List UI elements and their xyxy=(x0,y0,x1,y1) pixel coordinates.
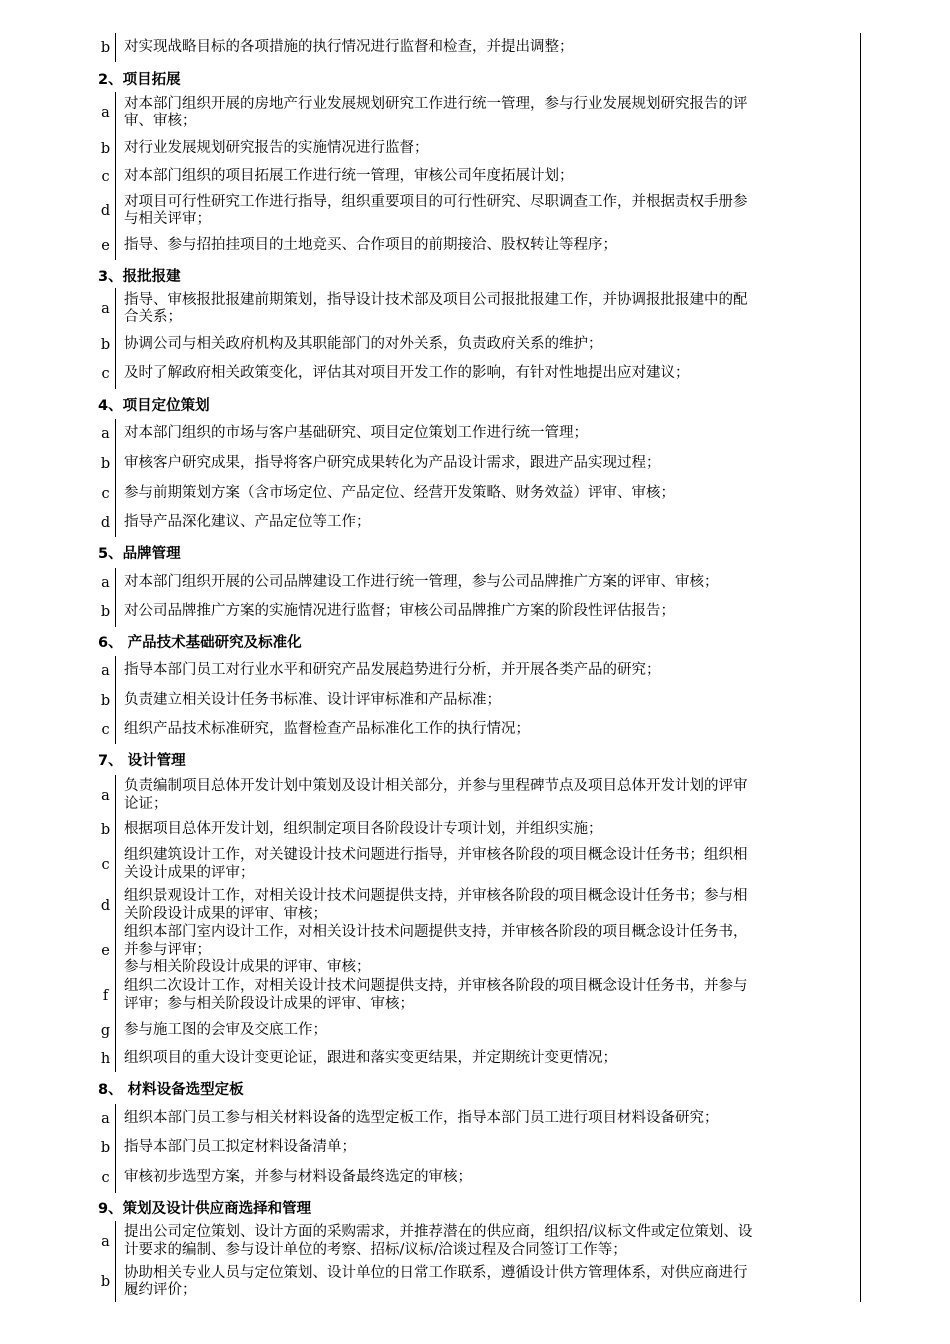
item-text-line: 指导、审核报批报建前期策划，指导设计技术部及项目公司报批报建工作，并协调报批报建中的配 xyxy=(124,291,748,308)
item-text-line: 协助相关专业人员与定位策划、设计单位的日常工作联系，遵循设计供方管理体系，对供应商进行 xyxy=(124,1264,748,1281)
duty-item xyxy=(96,816,860,844)
item-text-line: 履约评价； xyxy=(124,1282,197,1298)
item-text xyxy=(116,775,860,816)
item-text-line: 对实现战略目标的各项措施的执行情况进行监督和检查，并提出调整； xyxy=(124,38,574,55)
item-label: b xyxy=(96,1133,116,1163)
duty-item xyxy=(96,231,860,260)
item-text-line: 指导本部门员工拟定材料设备清单； xyxy=(124,1139,356,1156)
item-text xyxy=(116,92,860,134)
item-text-line: 关阶段设计成果的评审、审核； xyxy=(124,905,327,922)
item-text-line: 参与施工图的会审及交底工作； xyxy=(124,1021,327,1038)
item-label: d xyxy=(96,509,116,537)
item-text-line: 与相关评审； xyxy=(124,211,211,227)
duty-item xyxy=(96,568,860,597)
item-text xyxy=(116,419,860,449)
item-label: b xyxy=(96,597,116,627)
item-label: b xyxy=(96,134,116,163)
duty-item xyxy=(96,163,860,191)
item-text xyxy=(116,1133,860,1163)
section-heading: 9、策划及设计供应商选择和管理 xyxy=(98,1200,312,1217)
item-label: f xyxy=(96,975,116,1016)
item-text-line: 组织项目的重大设计变更论证，跟进和落实变更结果，并定期统计变更情况； xyxy=(124,1049,617,1066)
item-text xyxy=(116,816,860,844)
item-text xyxy=(116,1045,860,1072)
item-text-line: 组织景观设计工作，对相关设计技术问题提供支持，并审核各阶段的项目概念设计任务书；参与相 xyxy=(124,888,748,904)
item-label: b xyxy=(96,1262,116,1302)
item-text-line: 负责建立相关设计任务书标准、设计评审标准和产品标准； xyxy=(124,691,501,708)
item-text-line: 及时了解政府相关政策变化，评估其对项目开发工作的影响，有针对性地提出应对建议； xyxy=(124,365,690,382)
item-text xyxy=(116,975,860,1016)
item-text xyxy=(116,844,860,885)
item-label: b xyxy=(96,330,116,359)
item-text xyxy=(116,509,860,537)
item-label: c xyxy=(96,715,116,744)
item-text-line: 指导本部门员工对行业水平和研究产品发展趋势进行分析，并开展各类产品的研究； xyxy=(124,662,661,679)
item-text-line: 审核客户研究成果，指导将客户研究成果转化为产品设计需求，跟进产品实现过程； xyxy=(124,455,661,472)
item-text xyxy=(116,686,860,715)
item-text-line: 对本部门组织的市场与客户基础研究、项目定位策划工作进行统一管理； xyxy=(124,425,588,442)
item-label: a xyxy=(96,419,116,449)
item-text-line: 对项目可行性研究工作进行指导，组织重要项目的可行性研究、尽职调查工作，并根据责权手册参 xyxy=(124,193,748,210)
item-text xyxy=(116,359,860,389)
duty-item xyxy=(96,1045,860,1072)
item-text-line: 负责编制项目总体开发计划中策划及设计相关部分，并参与里程碑节点及项目总体开发计划的评审 xyxy=(124,778,748,794)
item-label: d xyxy=(96,885,116,926)
item-text-line: 提出公司定位策划、设计方面的采购需求，并推荐潜在的供应商，组织招/议标文件或定位策划、设 xyxy=(124,1224,753,1240)
item-text-line: 审、审核； xyxy=(124,113,197,129)
duty-item xyxy=(96,479,860,509)
item-text-line: 组织二次设计工作，对相关设计技术问题提供支持，并审核各阶段的项目概念设计任务书，并参与 xyxy=(124,978,748,994)
item-text-line: 组织本部门室内设计工作，对相关设计技术问题提供支持，并审核各阶段的项目概念设计任务书， xyxy=(124,924,748,941)
duty-item xyxy=(96,191,860,231)
item-label: a xyxy=(96,1104,116,1133)
item-label: e xyxy=(96,231,116,260)
item-text xyxy=(116,715,860,744)
item-label: b xyxy=(96,33,116,62)
duty-item xyxy=(96,715,860,744)
item-label: a xyxy=(96,1221,116,1262)
item-text-line: 参与前期策划方案（含市场定位、产品定位、经营开发策略、财务效益）评审、审核； xyxy=(124,485,675,502)
duty-item xyxy=(96,1133,860,1163)
section-heading: 7、 设计管理 xyxy=(98,753,186,769)
item-label: c xyxy=(96,359,116,389)
item-text xyxy=(116,134,860,163)
duty-item xyxy=(96,134,860,163)
item-label: a xyxy=(96,775,116,816)
duty-item xyxy=(96,686,860,715)
item-label: c xyxy=(96,1163,116,1193)
duty-item xyxy=(96,844,860,885)
item-text-line: 论证； xyxy=(124,795,168,812)
section-heading: 8、 材料设备选型定板 xyxy=(98,1081,244,1098)
duty-item xyxy=(96,1163,860,1193)
item-text xyxy=(116,479,860,509)
duty-item xyxy=(96,885,860,926)
section-heading: 2、项目拓展 xyxy=(98,71,181,88)
item-label: a xyxy=(96,656,116,686)
item-text-line: 对本部门组织开展的房地产行业发展规划研究工作进行统一管理，参与行业发展规划研究报告的评 xyxy=(124,95,748,112)
item-label: a xyxy=(96,288,116,330)
duty-item xyxy=(96,288,860,330)
item-text xyxy=(116,1016,860,1045)
item-text xyxy=(116,926,860,975)
item-text xyxy=(116,568,860,597)
item-text-line: 协调公司与相关政府机构及其职能部门的对外关系，负责政府关系的维护； xyxy=(124,335,603,352)
section-heading: 3、报批报建 xyxy=(98,268,181,285)
item-label: g xyxy=(96,1016,116,1045)
item-label: a xyxy=(96,92,116,134)
item-text-line: 对本部门组织开展的公司品牌建设工作进行统一管理，参与公司品牌推广方案的评审、审核； xyxy=(124,573,719,590)
duty-item xyxy=(96,975,860,1016)
item-text xyxy=(116,231,860,260)
item-text xyxy=(116,288,860,330)
item-label: c xyxy=(96,844,116,885)
responsibility-table xyxy=(96,33,861,1302)
duty-item xyxy=(96,330,860,359)
item-text-line: 审核初步选型方案，并参与材料设备最终选定的审核； xyxy=(124,1169,472,1186)
section-heading: 5、品牌管理 xyxy=(98,546,181,562)
duty-item xyxy=(96,92,860,134)
item-text-line: 合关系； xyxy=(124,309,182,325)
item-text xyxy=(116,449,860,479)
section-heading: 4、项目定位策划 xyxy=(98,397,210,414)
item-text-line: 对行业发展规划研究报告的实施情况进行监督； xyxy=(124,139,429,156)
duty-item xyxy=(96,597,860,627)
item-label: h xyxy=(96,1045,116,1072)
item-text xyxy=(116,656,860,686)
item-text xyxy=(116,191,860,231)
item-text-line: 组织产品技术标准研究，监督检查产品标准化工作的执行情况； xyxy=(124,720,530,737)
item-text xyxy=(116,885,860,926)
item-text xyxy=(116,1104,860,1133)
item-text xyxy=(116,33,860,62)
duty-item xyxy=(96,509,860,537)
item-text xyxy=(116,1221,860,1262)
duty-item xyxy=(96,33,860,62)
duty-item xyxy=(96,656,860,686)
duty-item xyxy=(96,449,860,479)
item-label: c xyxy=(96,163,116,191)
duty-item xyxy=(96,419,860,449)
section-heading: 6、 产品技术基础研究及标准化 xyxy=(98,635,302,651)
item-text-line: 对本部门组织的项目拓展工作进行统一管理，审核公司年度拓展计划； xyxy=(124,168,574,185)
item-text-line: 组织本部门员工参与相关材料设备的选型定板工作，指导本部门员工进行项目材料设备研究； xyxy=(124,1109,719,1126)
item-text xyxy=(116,597,860,627)
item-text-line: 计要求的编制、参与设计单位的考察、招标/议标/洽谈过程及合同签订工作等； xyxy=(124,1241,627,1258)
item-label: e xyxy=(96,926,116,975)
item-text xyxy=(116,1262,860,1302)
item-label: b xyxy=(96,449,116,479)
item-label: b xyxy=(96,816,116,844)
item-text-line: 并参与评审； xyxy=(124,941,211,958)
item-text-line: 根据项目总体开发计划，组织制定项目各阶段设计专项计划，并组织实施； xyxy=(124,821,603,838)
duty-item xyxy=(96,1016,860,1045)
item-label: a xyxy=(96,568,116,597)
duty-item xyxy=(96,775,860,816)
item-text xyxy=(116,163,860,191)
item-text-line: 对公司品牌推广方案的实施情况进行监督；审核公司品牌推广方案的阶段性评估报告； xyxy=(124,603,675,620)
duty-item xyxy=(96,1104,860,1133)
item-label: b xyxy=(96,686,116,715)
item-text-line: 评审；参与相关阶段设计成果的评审、审核； xyxy=(124,995,414,1012)
item-text xyxy=(116,330,860,359)
item-text-line: 指导产品深化建议、产品定位等工作； xyxy=(124,514,371,531)
duty-item xyxy=(96,1221,860,1262)
item-text-line: 指导、参与招拍挂项目的土地竞买、合作项目的前期接洽、股权转让等程序； xyxy=(124,236,617,253)
item-label: d xyxy=(96,191,116,231)
item-text-line: 组织建筑设计工作，对关键设计技术问题进行指导，并审核各阶段的项目概念设计任务书；组织相 xyxy=(124,847,748,863)
duty-item xyxy=(96,926,860,975)
item-label: c xyxy=(96,479,116,509)
item-text-line: 关设计成果的评审； xyxy=(124,864,255,881)
item-text xyxy=(116,1163,860,1193)
duty-item xyxy=(96,359,860,389)
duty-item xyxy=(96,1262,860,1302)
item-text-line: 参与相关阶段设计成果的评审、审核； xyxy=(124,959,371,976)
